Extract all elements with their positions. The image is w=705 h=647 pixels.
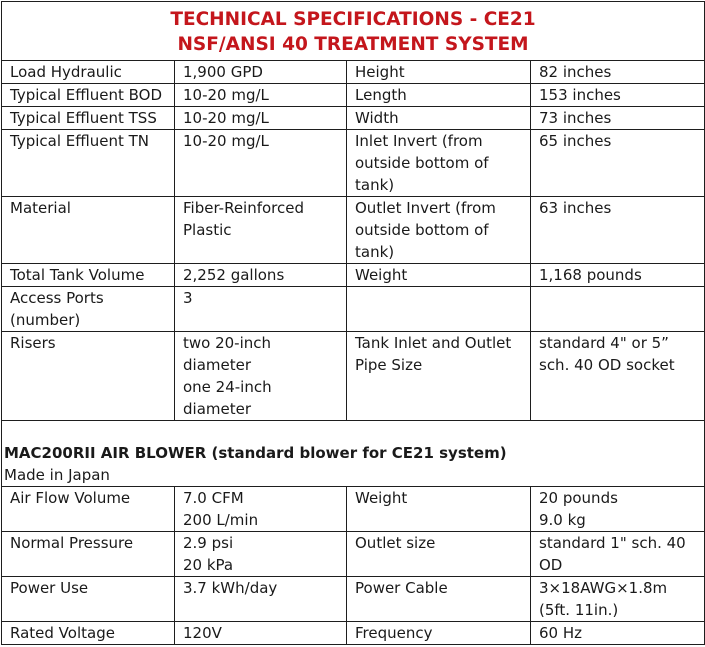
spec-label: Risers: [2, 332, 175, 421]
spec-value: 153 inches: [531, 84, 705, 107]
spec-label: Rated Voltage: [2, 622, 175, 645]
spec-value: two 20-inch diameter one 24-inch diameter: [175, 332, 347, 421]
spec-value: 65 inches: [531, 130, 705, 197]
title-line-1: TECHNICAL SPECIFICATIONS - CE21: [170, 9, 536, 30]
spec-value: Fiber-Reinforced Plastic: [175, 197, 347, 264]
spec-label: Inlet Invert (from outside bottom of tank): [347, 130, 531, 197]
spec-value: 63 inches: [531, 197, 705, 264]
table-row: [2, 622, 705, 645]
spec-label: Frequency: [347, 622, 531, 645]
spec-value: 3.7 kWh/day: [175, 577, 347, 622]
spec-value: 10-20 mg/L: [175, 84, 347, 107]
spec-sheet: [0, 1, 705, 645]
table-row: [2, 287, 705, 332]
spec-value: 2.9 psi 20 kPa: [175, 532, 347, 577]
table-row: [2, 532, 705, 577]
empty-cell: [531, 287, 705, 332]
spec-label: Typical Effluent TSS: [2, 107, 175, 130]
spec-label: Typical Effluent BOD: [2, 84, 175, 107]
spec-value: 10-20 mg/L: [175, 130, 347, 197]
table-row: [2, 487, 705, 532]
blower-heading: [2, 421, 705, 487]
spec-label: Load Hydraulic: [2, 61, 175, 84]
blower-title: MAC200RII AIR BLOWER (standard blower for CE21 system): [4, 444, 507, 462]
title-line-2: NSF/ANSI 40 TREATMENT SYSTEM: [177, 34, 529, 55]
blower-subtitle: Made in Japan: [4, 466, 110, 484]
spec-label: Power Use: [2, 577, 175, 622]
spec-label: Power Cable: [347, 577, 531, 622]
table-row: [2, 577, 705, 622]
table-row: [2, 197, 705, 264]
blower-heading-row: [2, 421, 705, 487]
spec-label: Height: [347, 61, 531, 84]
spec-value: 10-20 mg/L: [175, 107, 347, 130]
spec-value: standard 1" sch. 40 OD: [531, 532, 705, 577]
title-row: [2, 2, 705, 61]
spec-label: Access Ports (number): [2, 287, 175, 332]
spec-value: 3: [175, 287, 347, 332]
table-row: [2, 130, 705, 197]
table-row: [2, 107, 705, 130]
spec-label: Weight: [347, 264, 531, 287]
spec-label: Typical Effluent TN: [2, 130, 175, 197]
spec-value: 1,900 GPD: [175, 61, 347, 84]
spec-label: Width: [347, 107, 531, 130]
spec-label: Tank Inlet and Outlet Pipe Size: [347, 332, 531, 421]
spec-value: 73 inches: [531, 107, 705, 130]
table-row: [2, 332, 705, 421]
spec-value: 1,168 pounds: [531, 264, 705, 287]
table-row: [2, 84, 705, 107]
spec-label: Weight: [347, 487, 531, 532]
spec-label: Material: [2, 197, 175, 264]
spec-label: Normal Pressure: [2, 532, 175, 577]
table-row: [2, 61, 705, 84]
spec-label: Length: [347, 84, 531, 107]
spec-value: standard 4" or 5” sch. 40 OD socket: [531, 332, 705, 421]
empty-cell: [347, 287, 531, 332]
spec-value: 20 pounds 9.0 kg: [531, 487, 705, 532]
spec-value: 82 inches: [531, 61, 705, 84]
spec-value: 2,252 gallons: [175, 264, 347, 287]
spec-label: Total Tank Volume: [2, 264, 175, 287]
specifications-table: [1, 1, 705, 645]
spec-label: Air Flow Volume: [2, 487, 175, 532]
spec-value: 3×18AWG×1.8m (5ft. 11in.): [531, 577, 705, 622]
spec-label: Outlet Invert (from outside bottom of tank): [347, 197, 531, 264]
spec-value: 60 Hz: [531, 622, 705, 645]
spec-value: 120V: [175, 622, 347, 645]
page-title: [2, 2, 705, 61]
table-row: [2, 264, 705, 287]
spec-value: 7.0 CFM 200 L/min: [175, 487, 347, 532]
spec-label: Outlet size: [347, 532, 531, 577]
